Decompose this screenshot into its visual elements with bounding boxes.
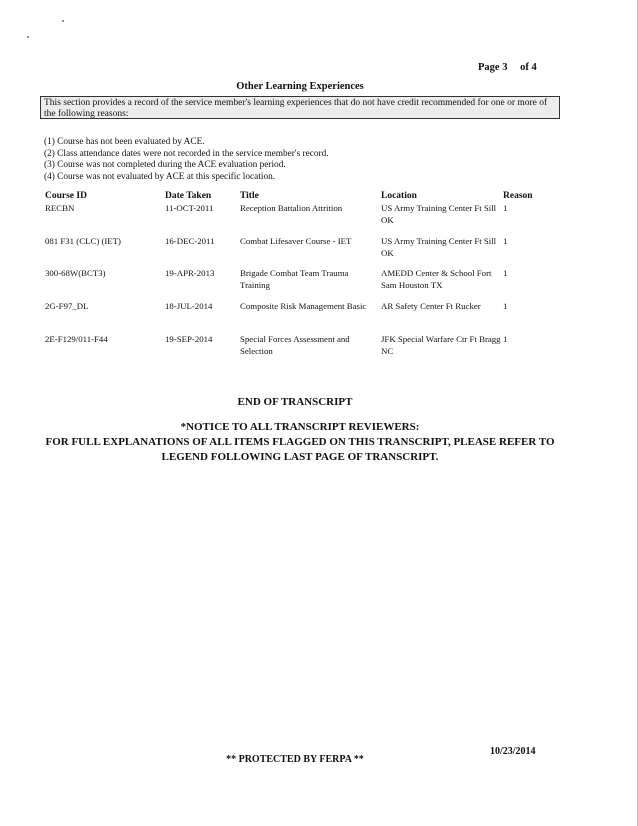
header-course-id: Course ID bbox=[45, 191, 87, 201]
course-title: Special Forces Assessment and Selection bbox=[240, 334, 350, 356]
scan-speck bbox=[27, 36, 29, 38]
header-reason: Reason bbox=[503, 191, 533, 201]
date-taken: 11-OCT-2011 bbox=[165, 203, 214, 213]
reason-code: 1 bbox=[503, 301, 508, 311]
course-title: Combat Lifesaver Course - IET bbox=[240, 236, 352, 246]
notice-heading: *NOTICE TO ALL TRANSCRIPT REVIEWERS: bbox=[180, 421, 420, 433]
date-taken: 16-DEC-2011 bbox=[165, 236, 215, 246]
course-id: 300-68W(BCT3) bbox=[45, 268, 106, 278]
end-of-transcript: END OF TRANSCRIPT bbox=[237, 396, 353, 408]
ferpa-notice: ** PROTECTED BY FERPA ** bbox=[226, 754, 364, 765]
transcript-date: 10/23/2014 bbox=[490, 746, 536, 757]
course-id: 2E-F129/011-F44 bbox=[45, 334, 108, 344]
course-title: Reception Battalion Attrition bbox=[240, 203, 343, 213]
reason-item: (2) Class attendance dates were not recorded in the service member's record. bbox=[44, 148, 329, 159]
page-label: Page 3 bbox=[478, 62, 508, 73]
reviewer-notice bbox=[0, 420, 600, 465]
course-title: Brigade Combat Team Trauma Training bbox=[240, 268, 349, 290]
page-of-label: of 4 bbox=[520, 62, 537, 73]
page-number bbox=[478, 62, 547, 73]
reason-item: (4) Course was not evaluated by ACE at this specific location. bbox=[44, 171, 276, 182]
notice-line: LEGEND FOLLOWING LAST PAGE OF TRANSCRIPT. bbox=[161, 451, 439, 463]
notice-line: FOR FULL EXPLANATIONS OF ALL ITEMS FLAGGED ON THIS TRANSCRIPT, PLEASE REFER TO bbox=[45, 436, 555, 448]
course-title: Composite Risk Management Basic bbox=[240, 301, 367, 311]
reason-list bbox=[44, 137, 329, 183]
course-location: AMEDD Center & School Fort Sam Houston TX bbox=[381, 268, 492, 290]
scan-speck bbox=[62, 20, 64, 22]
section-title: Other Learning Experiences bbox=[236, 81, 364, 92]
course-location: AR Safety Center Ft Rucker bbox=[381, 301, 481, 311]
reason-code: 1 bbox=[503, 268, 508, 278]
reason-code: 1 bbox=[503, 334, 508, 344]
reason-code: 1 bbox=[503, 203, 508, 213]
header-date-taken: Date Taken bbox=[165, 191, 212, 201]
header-location: Location bbox=[381, 191, 417, 201]
course-id: 081 F31 (CLC) (IET) bbox=[45, 236, 121, 246]
course-location: US Army Training Center Ft Sill OK bbox=[381, 236, 497, 258]
header-title: Title bbox=[240, 191, 259, 201]
date-taken: 19-SEP-2014 bbox=[165, 334, 213, 344]
course-location: US Army Training Center Ft Sill OK bbox=[381, 203, 497, 225]
reason-item: (3) Course was not completed during the ACE evaluation period. bbox=[44, 160, 286, 170]
course-location: JFK Special Warfare Ctr Ft Bragg NC bbox=[381, 334, 501, 356]
date-taken: 18-JUL-2014 bbox=[165, 301, 213, 311]
course-id: RECBN bbox=[45, 203, 75, 213]
reason-item: (1) Course has not been evaluated by ACE. bbox=[44, 137, 205, 147]
course-id: 2G-F97_DL bbox=[45, 301, 89, 311]
section-intro-box: This section provides a record of the service member's learning experiences that do not have credit recommended for one or more of the following reasons: bbox=[40, 96, 560, 119]
date-taken: 19-APR-2013 bbox=[165, 268, 215, 278]
reason-code: 1 bbox=[503, 236, 508, 246]
